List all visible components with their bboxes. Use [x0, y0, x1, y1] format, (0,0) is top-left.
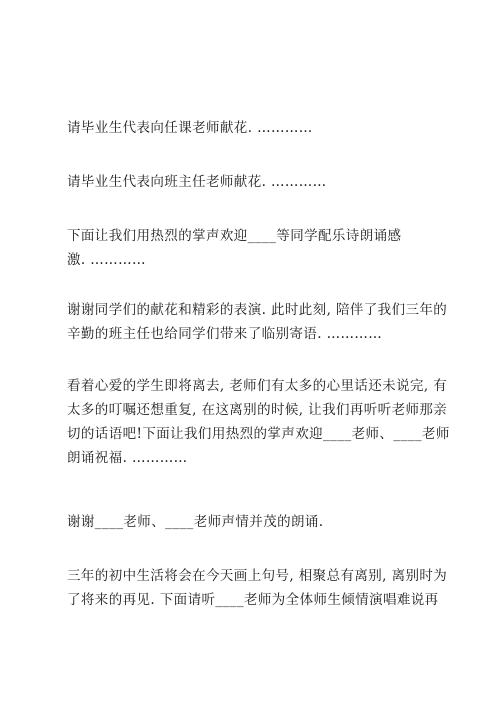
text-line: 了将来的再见. 下面请听____老师为全体师生倾情演唱难说再: [67, 592, 439, 608]
text-line: 请毕业生代表向班主任老师献花. …………: [67, 174, 327, 190]
paragraph-7: [67, 564, 448, 612]
text-line: 下面让我们用热烈的掌声欢迎____等同学配乐诗朗诵感: [67, 228, 402, 244]
text-line: 太多的叮嘱还想重复, 在这离别的时候, 让我们再听听老师那亲: [67, 402, 448, 418]
paragraph-5: [67, 374, 450, 470]
text-line: 切的话语吧!下面让我们用热烈的掌声欢迎____老师、____老师: [67, 426, 450, 442]
text-line: 朗诵祝福. …………: [67, 450, 188, 466]
paragraph-1: [67, 116, 437, 140]
text-line: 激. …………: [67, 252, 146, 268]
text-line: 看着心爱的学生即将离去, 老师们有太多的心里话还未说完, 有: [67, 378, 448, 394]
paragraph-3: [67, 224, 437, 272]
paragraph-4: [67, 298, 448, 346]
text-line: 谢谢____老师、____老师声情并茂的朗诵.: [67, 514, 324, 530]
text-line: 谢谢同学们的献花和精彩的表演. 此时此刻, 陪伴了我们三年的: [67, 302, 448, 318]
text-line: 请毕业生代表向任课老师献花. …………: [67, 120, 313, 136]
text-line: 辛勤的班主任也给同学们带来了临别寄语. …………: [67, 326, 383, 342]
paragraph-6: [67, 510, 437, 534]
text-line: 三年的初中生活将会在今天画上句号, 相聚总有离别, 离别时为: [67, 568, 448, 584]
paragraph-2: [67, 170, 437, 194]
